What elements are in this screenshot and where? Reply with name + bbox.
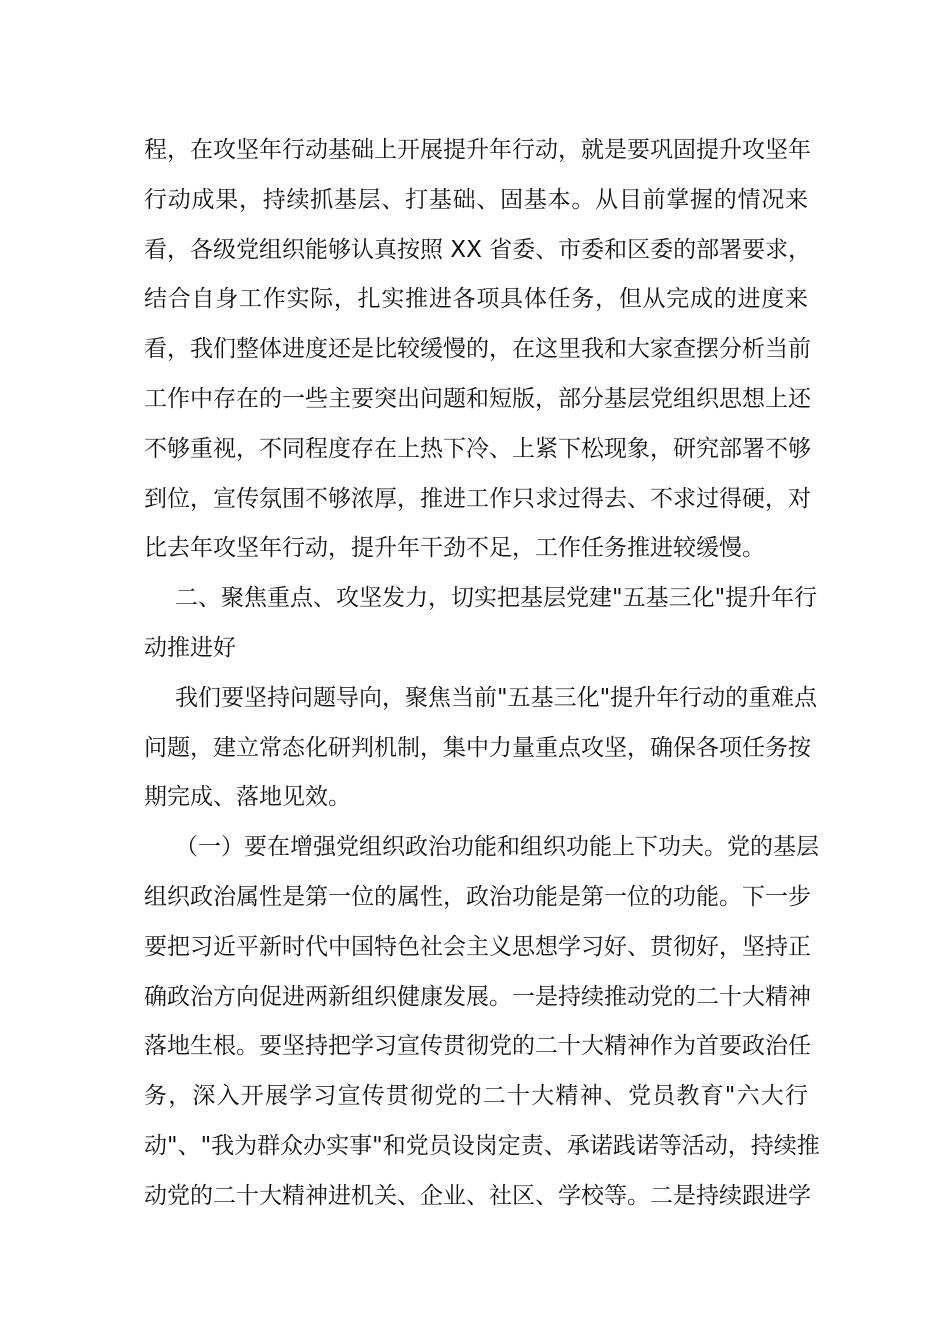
text-line: 工作中存在的一些主要突出问题和短版，部分基层党组织思想上还 — [144, 385, 811, 412]
text-line: 不够重视，不同程度存在上热下冷、上紧下松现象，研究部署不够 — [144, 435, 811, 462]
text-line: 确政治方向促进两新组织健康发展。一是持续推动党的二十大精神 — [144, 983, 811, 1010]
section-heading-line: 二、聚焦重点、攻坚发力，切实把基层党建"五基三化"提升年行 — [175, 585, 818, 612]
text-line: 务，深入开展学习宣传贯彻党的二十大精神、党员教育"六大行 — [144, 1083, 808, 1110]
text-line: 动"、"我为群众办实事"和党员设岗定责、承诺践诺等活动，持续推 — [144, 1132, 820, 1159]
text-line: 期完成、落地见效。 — [144, 784, 351, 811]
document-body — [144, 126, 820, 1222]
subheading-line: （一）要在增强党组织政治功能和组织功能上下功夫。党的基层 — [175, 834, 819, 861]
text-line: 要把习近平新时代中国特色社会主义思想学习好、贯彻好，坚持正 — [144, 933, 811, 960]
text-line: 程，在攻坚年行动基础上开展提升年行动，就是要巩固提升攻坚年 — [144, 137, 811, 163]
text-line: 看，各级党组织能够认真按照 XX 省委、市委和区委的部署要求， — [144, 236, 812, 263]
text-line: 问题，建立常态化研判机制，集中力量重点攻坚，确保各项任务按 — [144, 734, 811, 761]
text-line: 结合自身工作实际，扎实推进各项具体任务，但从完成的进度来 — [144, 286, 808, 313]
text-line: 比去年攻坚年行动，提升年干劲不足，工作任务推进较缓慢。 — [144, 535, 765, 562]
text-line: 看，我们整体进度还是比较缓慢的，在这里我和大家查摆分析当前 — [144, 336, 811, 363]
section-heading-line: 动推进好 — [144, 634, 236, 661]
text-line: 我们要坚持问题导向，聚焦当前"五基三化"提升年行动的重难点 — [175, 684, 818, 711]
text-line: 动党的二十大精神进机关、企业、社区、学校等。二是持续跟进学 — [144, 1182, 811, 1209]
text-line: 到位，宣传氛围不够浓厚，推进工作只求过得去、不求过得硬，对 — [144, 485, 811, 512]
text-line: 落地生根。要坚持把学习宣传贯彻党的二十大精神作为首要政治任 — [144, 1033, 811, 1060]
text-line: 行动成果，持续抓基层、打基础、固基本。从目前掌握的情况来 — [144, 186, 808, 213]
text-line: 组织政治属性是第一位的属性，政治功能是第一位的功能。下一步 — [144, 883, 811, 910]
